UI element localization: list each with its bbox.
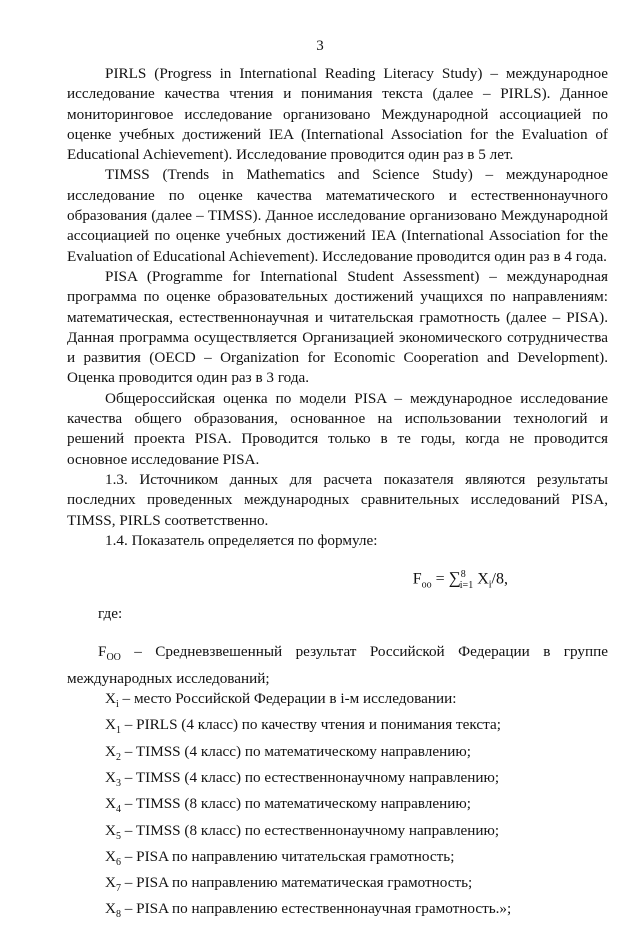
- list-text: – TIMSS (4 класс) по математическому направлению;: [120, 742, 471, 760]
- formula-lhs: F: [412, 570, 422, 588]
- list-symbol: X: [105, 900, 116, 918]
- paragraph-pirls: PIRLS (Progress in International Reading Literacy Study) – международное исследование качества чтения и понимания текста (далее – PIRLS). Данное мониторинговое исследование организовано Международной ассоциацией по оценке учебных достижений IEA (International Association for the Evaluation of Educational Achievement). Исследование проводится один раз в 5 лет.: [67, 65, 608, 164]
- paragraph-pisa: PISA (Programme for International Student Assessment) – международная программа по оценке образовательных достижений учащихся по направлениям: математическая, естественнонаучная и читательская грамотность (далее – PISA). Данная программа осуществляется Организацией экономического сотрудничества и развития (OECD – Organization for Economic Cooperation and Development). Оценка проводится один раз в 3 года.: [67, 267, 608, 387]
- list-symbol-sub: i: [115, 698, 119, 710]
- list-item: [105, 689, 608, 715]
- formula-lhs-sub: oo: [421, 579, 432, 591]
- list-item: [105, 768, 608, 794]
- list-text: – TIMSS (8 класс) по естественнонаучному направлению;: [120, 821, 500, 839]
- formula-sum-sup: 8: [460, 569, 466, 581]
- list-item: [105, 899, 608, 925]
- list-text: – PISA по направлению естественнонаучная грамотность.»;: [120, 900, 512, 918]
- list-symbol: X: [105, 689, 116, 707]
- list-text: – PIRLS (4 класс) по качеству чтения и понимания текста;: [120, 716, 501, 734]
- list-symbol-sub: 2: [115, 751, 121, 763]
- list-symbol-sub: 4: [115, 804, 121, 816]
- list-symbol: X: [105, 874, 116, 892]
- list-symbol: X: [105, 821, 116, 839]
- list-text: – место Российской Федерации в i-м исследовании:: [118, 689, 457, 707]
- paragraph-timss: TIMSS (Trends in Mathematics and Science Study) – международное исследование по оценке качества математического и естественнонаучного образования (далее – TIMSS). Данное исследование организовано Международной ассоциацией по оценке учебных достижений IEA (International Association for the Evaluation of Educational Achievement). Исследование проводится один раз в 4 года.: [67, 166, 608, 265]
- list-symbol: X: [105, 847, 116, 865]
- list-symbol: X: [105, 795, 116, 813]
- list-text: – TIMSS (4 класс) по естественнонаучному направлению;: [120, 768, 500, 786]
- formula-tail: /8,: [491, 570, 508, 588]
- page-number: 3: [316, 38, 324, 54]
- paragraph-1-3: 1.3. Источником данных для расчета показателя являются результаты последних проведенных международных сравнительных исследований PISA, TIMSS, PIRLS соответственно.: [67, 470, 608, 529]
- where-label: где:: [98, 604, 123, 622]
- definition-text: – Средневзвешенный результат Российской Федерации в группе международных исследований;: [67, 643, 608, 687]
- list-symbol: X: [105, 716, 116, 734]
- paragraph-russian-pisa: Общероссийская оценка по модели PISA – международное исследование качества общего образования, основанное на использовании технологий и решений проекта PISA. Проводится только в те годы, когда не проводится основное исследование PISA.: [67, 389, 608, 468]
- document-body: [67, 64, 608, 926]
- formula-eq: =: [431, 570, 449, 588]
- list-symbol-sub: 7: [115, 883, 121, 895]
- list-item: [105, 794, 608, 820]
- formula: [67, 565, 608, 596]
- list-text: – PISA по направлению математическая грамотность;: [120, 874, 473, 892]
- list-symbol-sub: 5: [115, 830, 121, 842]
- list-item: [105, 873, 608, 899]
- list-symbol-sub: 3: [115, 777, 121, 789]
- formula-x-sub: i: [488, 579, 492, 591]
- list-item: [105, 715, 608, 741]
- sum-symbol: ∑: [448, 568, 461, 588]
- formula-sum-sub: i=1: [459, 579, 474, 591]
- list-symbol-sub: 6: [115, 856, 121, 868]
- formula-x: X: [473, 570, 489, 588]
- list-text: – TIMSS (8 класс) по математическому направлению;: [120, 795, 471, 813]
- list-symbol-sub: 8: [115, 909, 121, 921]
- list-item: [105, 742, 608, 768]
- definition-foo: [67, 642, 608, 689]
- list-symbol: X: [105, 768, 116, 786]
- definition-symbol-sub: OO: [106, 652, 121, 664]
- list-symbol-sub: 1: [115, 725, 121, 737]
- list-item: [105, 847, 608, 873]
- list-item: [105, 821, 608, 847]
- list-text: – PISA по направлению читательская грамотность;: [120, 847, 455, 865]
- list-symbol: X: [105, 742, 116, 760]
- paragraph-1-4: 1.4. Показатель определяется по формуле:: [105, 531, 378, 549]
- definition-symbol: F: [98, 643, 107, 661]
